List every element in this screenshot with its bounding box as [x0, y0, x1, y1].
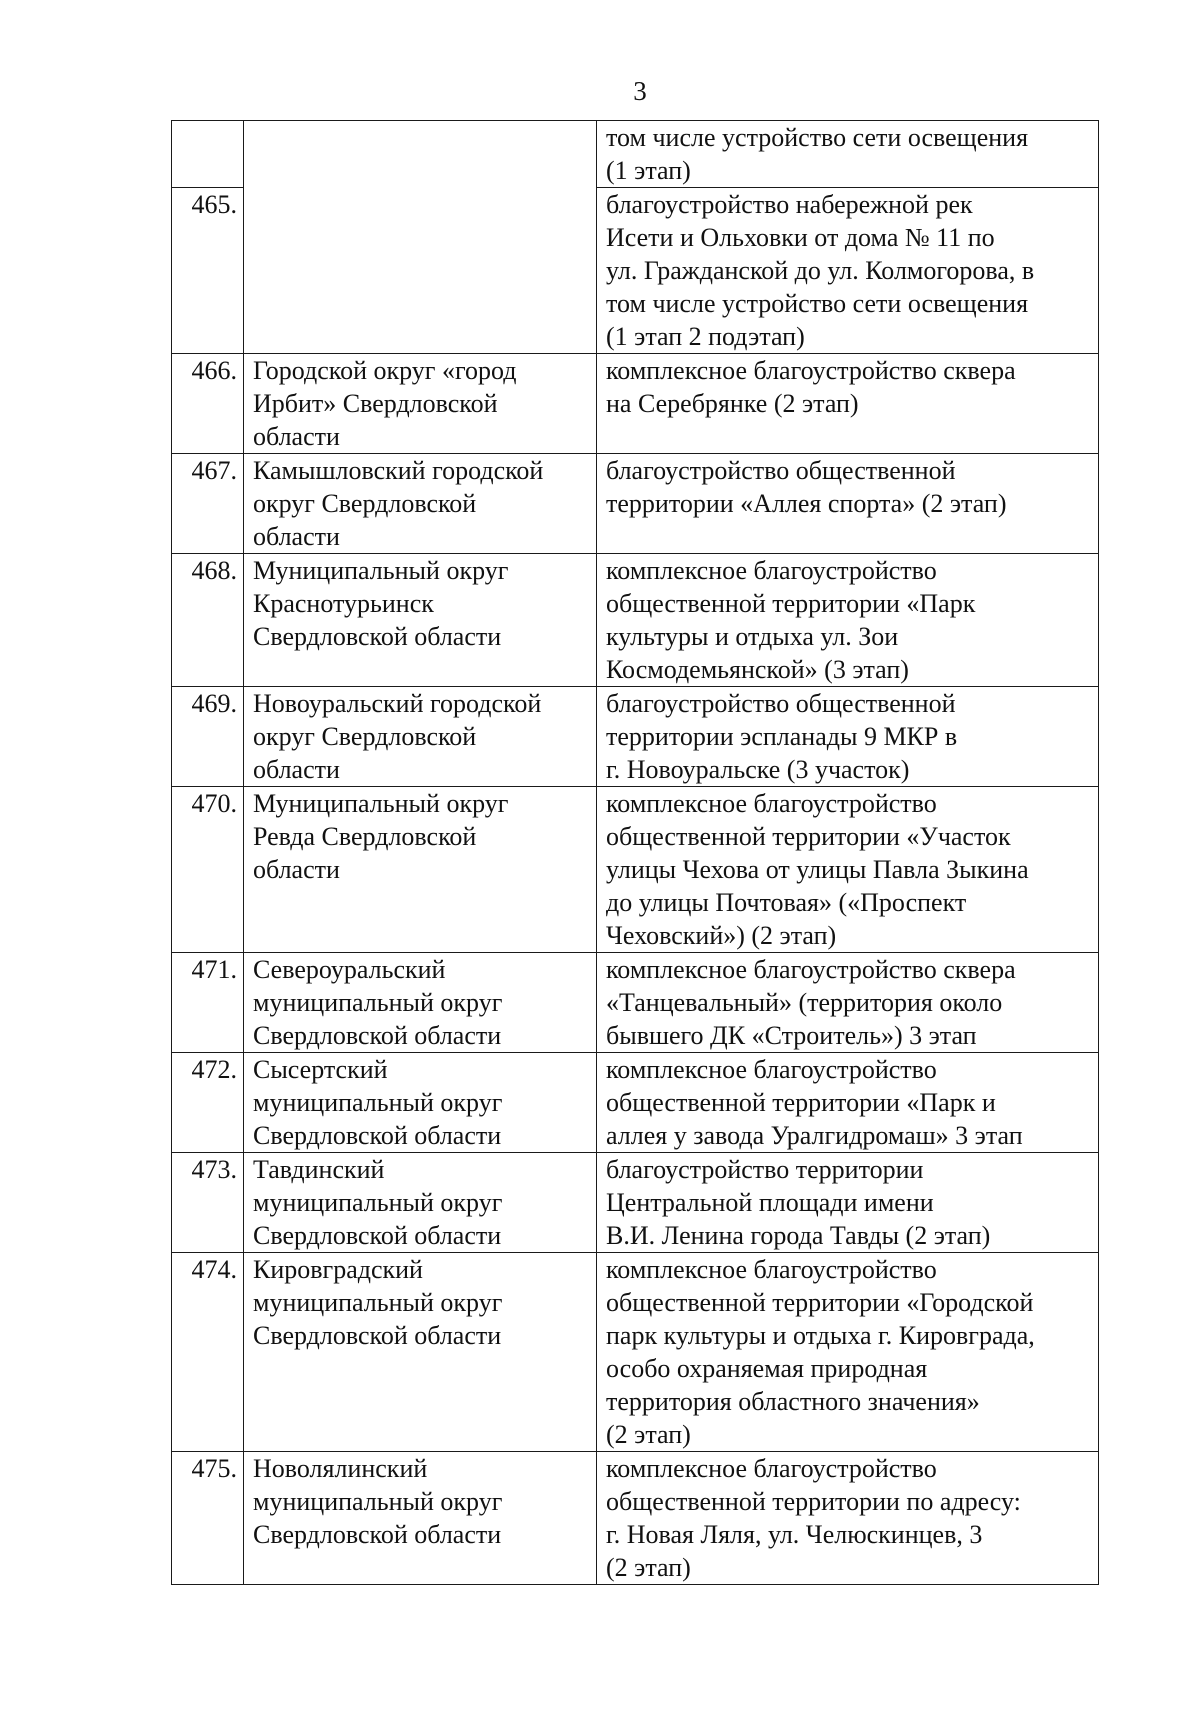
municipality-line: муниципальный округ	[253, 988, 503, 1017]
description-line: комплексное благоустройство сквера	[606, 955, 1016, 984]
table-row	[172, 121, 1099, 188]
description-line: общественной территории по адресу:	[606, 1487, 1021, 1516]
row-number: 468.	[172, 554, 244, 687]
project-description-cell	[597, 121, 1099, 188]
municipality-line: Свердловской области	[253, 1520, 502, 1549]
table-row	[172, 787, 1099, 953]
description-line: г. Новоуральске (3 участок)	[606, 755, 910, 784]
description-line: до улицы Почтовая» («Проспект	[606, 888, 967, 917]
municipality-line: Ревда Свердловской	[253, 822, 477, 851]
description-line: территории «Аллея спорта» (2 этап)	[606, 489, 1007, 518]
row-number: 469.	[172, 687, 244, 787]
project-description-cell	[597, 787, 1099, 953]
municipality-cell	[244, 953, 597, 1053]
description-line: аллея у завода Уралгидромаш» 3 этап	[606, 1121, 1023, 1150]
table-row	[172, 454, 1099, 554]
description-line: «Танцевальный» (территория около	[606, 988, 1003, 1017]
municipality-line: Свердловской области	[253, 1121, 502, 1150]
municipality-line: муниципальный округ	[253, 1088, 503, 1117]
municipality-line: области	[253, 422, 340, 451]
description-line: общественной территории «Городской	[606, 1288, 1034, 1317]
description-line: г. Новая Ляля, ул. Челюскинцев, 3	[606, 1520, 983, 1549]
description-line: улицы Чехова от улицы Павла Зыкина	[606, 855, 1029, 884]
description-line: Чеховский») (2 этап)	[606, 921, 837, 950]
description-line: территории эспланады 9 МКР в	[606, 722, 958, 751]
row-number: 470.	[172, 787, 244, 953]
table-row	[172, 953, 1099, 1053]
project-description-cell	[597, 354, 1099, 454]
project-description-cell	[597, 1253, 1099, 1452]
program-table	[171, 120, 1099, 1585]
municipality-cell	[244, 1253, 597, 1452]
description-line: культуры и отдыха ул. Зои	[606, 622, 899, 651]
municipality-line: Кировградский	[253, 1255, 423, 1284]
table-body	[172, 121, 1099, 1585]
municipality-cell	[244, 1452, 597, 1585]
page-number: 3	[633, 76, 647, 106]
project-description-cell	[597, 953, 1099, 1053]
row-number: 472.	[172, 1053, 244, 1153]
municipality-line: округ Свердловской	[253, 489, 477, 518]
municipality-line: области	[253, 522, 340, 551]
row-number: 474.	[172, 1253, 244, 1452]
municipality-line: муниципальный округ	[253, 1487, 503, 1516]
municipality-line: Новолялинский	[253, 1454, 428, 1483]
description-line: благоустройство территории	[606, 1155, 924, 1184]
description-line: (2 этап)	[606, 1553, 691, 1582]
municipality-cell	[244, 1153, 597, 1253]
municipality-line: Тавдинский	[253, 1155, 385, 1184]
table-row	[172, 554, 1099, 687]
municipality-line: Камышловский городской	[253, 456, 544, 485]
row-number	[172, 121, 244, 188]
description-line: комплексное благоустройство	[606, 1055, 937, 1084]
municipality-line: Сысертский	[253, 1055, 388, 1084]
project-description-cell	[597, 687, 1099, 787]
table-row	[172, 354, 1099, 454]
description-line: комплексное благоустройство	[606, 1454, 937, 1483]
municipality-cell	[244, 554, 597, 687]
municipality-cell	[244, 1053, 597, 1153]
description-line: Исети и Ольховки от дома № 11 по	[606, 223, 995, 252]
description-line: общественной территории «Парк	[606, 589, 976, 618]
table-row	[172, 1452, 1099, 1585]
description-line: бывшего ДК «Строитель») 3 этап	[606, 1021, 977, 1050]
project-description-cell	[597, 1452, 1099, 1585]
municipality-line: Новоуральский городской	[253, 689, 542, 718]
table-row	[172, 687, 1099, 787]
project-description-cell	[597, 454, 1099, 554]
municipality-line: Муниципальный округ	[253, 556, 509, 585]
description-line: комплексное благоустройство	[606, 789, 937, 818]
description-line: благоустройство общественной	[606, 689, 956, 718]
description-line: особо охраняемая природная	[606, 1354, 928, 1383]
municipality-line: Муниципальный округ	[253, 789, 509, 818]
municipality-line: области	[253, 755, 340, 784]
municipality-line: Свердловской области	[253, 1321, 502, 1350]
municipality-cell	[244, 687, 597, 787]
municipality-line: Свердловской области	[253, 1221, 502, 1250]
description-line: Центральной площади имени	[606, 1188, 934, 1217]
description-line: комплексное благоустройство	[606, 556, 937, 585]
municipality-line: муниципальный округ	[253, 1188, 503, 1217]
municipality-line: Ирбит» Свердловской	[253, 389, 498, 418]
description-line: Космодемьянской» (3 этап)	[606, 655, 909, 684]
municipality-line: Свердловской области	[253, 622, 502, 651]
project-description-cell	[597, 188, 1099, 354]
project-description-cell	[597, 554, 1099, 687]
row-number: 467.	[172, 454, 244, 554]
description-line: том числе устройство сети освещения	[606, 289, 1029, 318]
description-line: В.И. Ленина города Тавды (2 этап)	[606, 1221, 991, 1250]
municipality-line: Краснотурьинск	[253, 589, 434, 618]
municipality-cell	[244, 354, 597, 454]
description-line: комплексное благоустройство сквера	[606, 356, 1016, 385]
description-line: комплексное благоустройство	[606, 1255, 937, 1284]
municipality-line: области	[253, 855, 340, 884]
description-line: том числе устройство сети освещения	[606, 123, 1029, 152]
project-description-cell	[597, 1153, 1099, 1253]
description-line: ул. Гражданской до ул. Колмогорова, в	[606, 256, 1035, 285]
municipality-line: Североуральский	[253, 955, 446, 984]
row-number: 466.	[172, 354, 244, 454]
description-line: территория областного значения»	[606, 1387, 980, 1416]
description-line: (1 этап 2 подэтап)	[606, 322, 805, 351]
table-row	[172, 1153, 1099, 1253]
municipality-cell	[244, 121, 597, 188]
description-line: (1 этап)	[606, 156, 691, 185]
row-number: 475.	[172, 1452, 244, 1585]
municipality-cell	[244, 787, 597, 953]
municipality-cell	[244, 454, 597, 554]
row-number: 471.	[172, 953, 244, 1053]
description-line: общественной территории «Участок	[606, 822, 1011, 851]
municipality-line: округ Свердловской	[253, 722, 477, 751]
municipality-line: Городской округ «город	[253, 356, 517, 385]
project-description-cell	[597, 1053, 1099, 1153]
description-line: на Серебрянке (2 этап)	[606, 389, 859, 418]
municipality-cell	[244, 188, 597, 354]
municipality-line: муниципальный округ	[253, 1288, 503, 1317]
table-row	[172, 1053, 1099, 1153]
table-row	[172, 1253, 1099, 1452]
description-line: благоустройство общественной	[606, 456, 956, 485]
description-line: благоустройство набережной рек	[606, 190, 973, 219]
description-line: парк культуры и отдыха г. Кировграда,	[606, 1321, 1035, 1350]
row-number: 465.	[172, 188, 244, 354]
description-line: (2 этап)	[606, 1420, 691, 1449]
description-line: общественной территории «Парк и	[606, 1088, 996, 1117]
municipality-line: Свердловской области	[253, 1021, 502, 1050]
row-number: 473.	[172, 1153, 244, 1253]
table-row	[172, 188, 1099, 354]
